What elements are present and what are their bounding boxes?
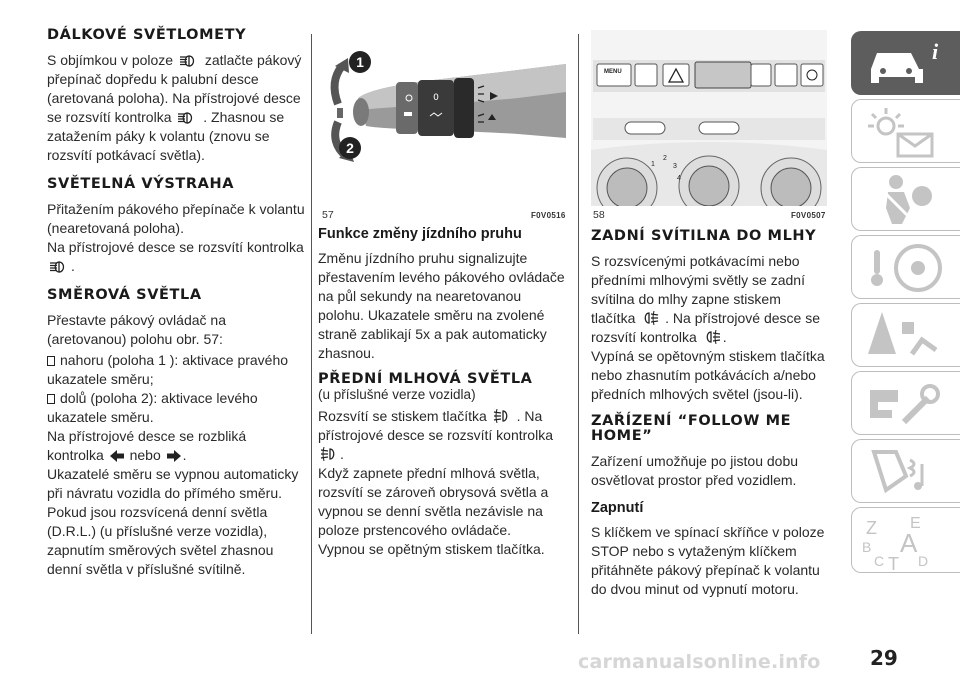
bullet-down: dolů (poloha 2): aktivace levého ukazatele směru. — [47, 390, 258, 425]
paragraph-turn-signals: Přestavte pákový ovládač na (aretovanou) polohu obr. 57: — [47, 312, 226, 347]
paragraph-activation: S klíčkem ve spínací skříňce v poloze STOP nebo s vytaženým klíčkem přitáhněte pákový přepínač k volantu do dvou minut od vypnutí motoru. — [591, 524, 825, 597]
tab-safety[interactable] — [851, 167, 960, 231]
bullet-box-icon — [47, 394, 55, 404]
paragraph-indicator: Na přístrojové desce se rozbliká kontrolka nebo . — [47, 428, 247, 463]
paragraph-high-beam: S objímkou v poloze zatlačte pákový přepínač dopředu k palubní desce (aretovaná poloha). Na přístrojové desce se rozsvítí kontrolka . Zhasnou se zatažením páky k volantu (znovu se rozsvítí potkávací světla). — [47, 52, 302, 163]
right-arrow-icon — [167, 450, 181, 462]
rear-fog-icon — [641, 311, 659, 325]
paragraph-auto-off: Ukazatelé směru se vypnou automaticky při návratu vozidla do přímého směru. — [47, 466, 299, 501]
car-info-icon — [851, 31, 960, 95]
column-3-text — [591, 229, 827, 599]
figure-58-dashboard — [591, 30, 827, 206]
maintenance-icon — [852, 372, 959, 434]
tab-multimedia[interactable] — [851, 439, 960, 503]
bullet-box-icon — [47, 356, 55, 366]
multimedia-icon — [852, 440, 959, 502]
column-divider — [311, 34, 312, 634]
index-letter-c: C — [874, 553, 885, 569]
page-number: 29 — [870, 646, 898, 670]
watermark-text: carmanualsonline.info — [578, 651, 821, 673]
paragraph-flash-1: Přitažením pákového přepínače k volantu (nearetovaná poloha). — [47, 201, 305, 236]
rear-fog-icon — [703, 330, 721, 344]
index-letter-a: A — [900, 528, 918, 558]
index-letter-e: E — [910, 515, 921, 532]
index-icon — [852, 508, 959, 572]
heading-follow-me-home: ZAŘÍZENÍ “FOLLOW ME HOME” — [591, 413, 792, 444]
high-beam-icon — [179, 55, 199, 67]
paragraph-front-fog-off: Vypnou se opětným stiskem tlačítka. — [318, 541, 545, 557]
tab-starting-driving[interactable] — [851, 235, 960, 299]
paragraph-lane-change: Změnu jízdního pruhu signalizujte přestavením levého pákového ovládače na půl sekundy na nearetovanou polohu. Ukazatele směru na zvolené straně zablikají 5x a pak automaticky zhasnou. — [318, 250, 565, 361]
heading-turn-signals: SMĚROVÁ SVĚTLA — [47, 287, 202, 303]
tab-car-info[interactable] — [851, 31, 960, 95]
stalk-illustration — [318, 30, 566, 206]
figure-57-id: F0V0516 — [531, 211, 566, 220]
left-arrow-icon — [110, 450, 124, 462]
knob-digit-3: 3 — [673, 163, 677, 170]
column-divider — [578, 34, 579, 634]
bullet-up: nahoru (poloha 1 ): aktivace pravého ukazatele směru; — [47, 352, 289, 387]
paragraph-rear-fog: S rozsvícenými potkávacími nebo předními mlhovými světly se zadní svítilna do mlhy zapne stiskem tlačítka . Na přístrojové desce se rozsvítí kontrolka . — [591, 253, 820, 345]
position-2-label: 2 — [346, 140, 354, 156]
tab-warning-lights[interactable] — [851, 99, 960, 163]
heading-flash: SVĚTELNÁ VÝSTRAHA — [47, 176, 235, 192]
paragraph-follow-me-home: Zařízení umožňuje po jistou dobu osvětlovat prostor před vozidlem. — [591, 453, 799, 488]
column-2-text — [318, 225, 566, 559]
emergency-icon — [852, 304, 959, 366]
paragraph-front-fog: Rozsvítí se stiskem tlačítka . Na přístrojové desce se rozsvítí kontrolka . — [318, 408, 553, 462]
tab-emergency[interactable] — [851, 303, 960, 367]
column-1 — [47, 28, 305, 579]
knob-digit-2: 2 — [663, 155, 667, 162]
knob-digit-4: 4 — [677, 175, 681, 182]
index-letter-t: T — [888, 554, 899, 572]
index-letter-d: D — [918, 553, 929, 569]
heading-front-fog: PŘEDNÍ MLHOVÁ SVĚTLA — [318, 371, 533, 387]
subtitle-version: (u příslušné verze vozidla) — [318, 387, 476, 402]
index-letter-b: B — [862, 539, 872, 555]
menu-button-label: MENU — [604, 69, 622, 75]
figure-58-id: F0V0507 — [791, 211, 826, 220]
knob-digit-1: 1 — [651, 161, 655, 168]
figure-58-number: 58 — [593, 209, 605, 221]
position-1-label: 1 — [356, 54, 364, 70]
front-fog-icon — [493, 409, 511, 423]
safety-icon — [852, 168, 959, 230]
dashboard-illustration — [591, 30, 827, 206]
high-beam-icon — [49, 261, 69, 273]
warning-lights-icon — [852, 100, 959, 162]
figure-57-number: 57 — [322, 209, 334, 221]
paragraph-flash-2: Na přístrojové desce se rozsvítí kontrolka . — [47, 239, 304, 274]
paragraph-drl: Pokud jsou rozsvícená denní světla (D.R.L.) (u příslušné verze vozidla), zapnutím směrových světel zhasnou denní světla v příslušné svítilně. — [47, 504, 274, 577]
heading-high-beam: DÁLKOVÉ SVĚTLOMETY — [47, 27, 247, 43]
high-beam-icon — [177, 112, 197, 124]
heading-lane-change: Funkce změny jízdního pruhu — [318, 226, 522, 242]
paragraph-front-fog-2: Když zapnete přední mlhová světla, rozsvítí se zároveň obrysová světla a vypnou se denní světla nezávisle na poloze prstencového ovládače. — [318, 465, 549, 538]
tab-index[interactable] — [851, 507, 960, 573]
svg-text:i: i — [931, 39, 939, 64]
heading-activation: Zapnutí — [591, 500, 644, 516]
heading-rear-fog: ZADNÍ SVÍTILNA DO MLHY — [591, 228, 817, 244]
index-letter-z: Z — [866, 518, 877, 538]
starting-driving-icon — [852, 236, 959, 298]
tab-maintenance[interactable] — [851, 371, 960, 435]
front-fog-icon — [320, 447, 338, 461]
figure-57-lever — [318, 30, 566, 206]
paragraph-rear-fog-off: Vypíná se opětovným stiskem tlačítka nebo zhasnutím potkávácích a/nebo předních mlhových světel (jsou-li). — [591, 348, 825, 402]
svg-text:0: 0 — [433, 93, 439, 103]
